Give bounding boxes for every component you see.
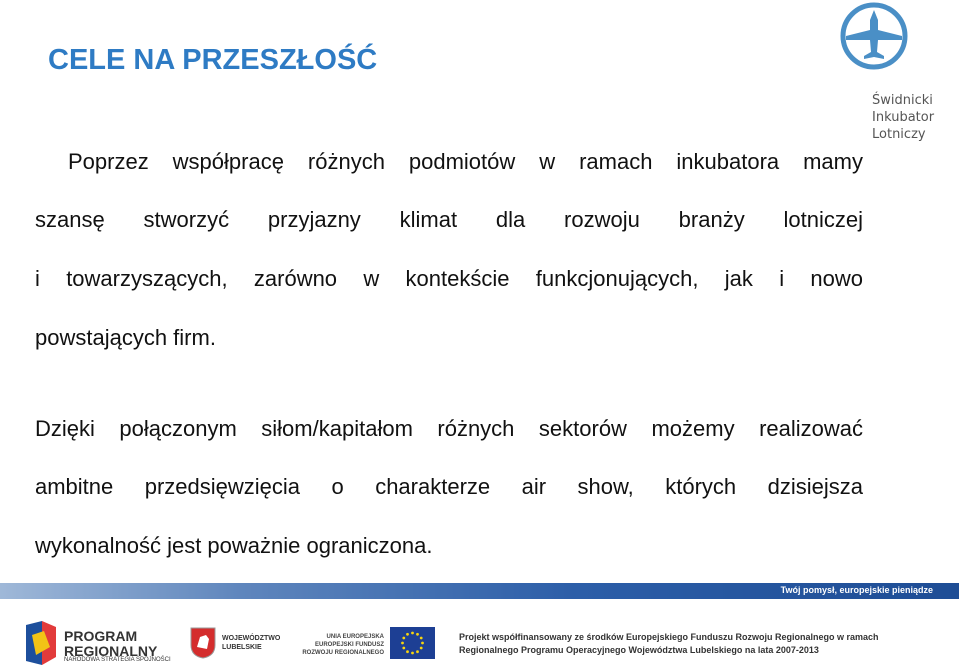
page-title: CELE NA PRZESZŁOŚĆ — [48, 44, 378, 76]
program-label-line: REGIONALNY — [64, 643, 158, 659]
program-sub-label: NARODOWA STRATEGIA SPÓJNOŚCI — [64, 657, 171, 663]
text-line: i towarzyszących, zarówno w kontekście funkcjonujących, jak i nowo — [35, 266, 863, 291]
ue-line: EUROPEJSKI FUNDUSZ — [314, 642, 384, 648]
eu-flag-icon — [390, 627, 435, 659]
woj-line: LUBELSKIE — [222, 644, 262, 651]
ue-line: UNIA EUROPEJSKA — [326, 634, 384, 640]
airplane-logo-icon — [836, 0, 912, 76]
project-line: Projekt współfinansowany ze środków Europejskiego Funduszu Rozwoju Regionalnego w ramach — [459, 632, 879, 642]
text-line: szansę stworzyć przyjazny klimat dla rozwoju branży lotniczej — [35, 207, 863, 232]
ue-line: ROZWOJU REGIONALNEGO — [302, 650, 384, 656]
program-regionalny-label — [64, 629, 157, 659]
logo-line: Świdnicki — [872, 93, 933, 108]
text-line: Dzięki połączonym siłom/kapitałom różnych sektorów możemy realizować — [35, 416, 863, 441]
text-line: ambitne przedsięwzięcia o charakterze air show, których dzisiejsza — [35, 474, 863, 499]
text-line: powstających firm. — [35, 325, 216, 350]
project-line: Regionalnego Programu Operacyjnego Województwa Lubelskiego na lata 2007-2013 — [459, 645, 819, 655]
text-line: Poprzez współpracę różnych podmiotów w ramach inkubatora mamy — [68, 149, 863, 174]
logo-wordmark — [872, 92, 934, 143]
logo-line: Lotniczy — [872, 127, 926, 142]
logo-line: Inkubator — [872, 110, 935, 125]
woj-line: WOJEWÓDZTWO — [222, 635, 281, 642]
footer-slogan: Twój pomysł, europejskie pieniądze — [780, 585, 933, 595]
text-line: wykonalność jest poważnie ograniczona. — [35, 533, 433, 558]
program-regionalny-logo-icon — [24, 621, 58, 667]
footer-logos — [0, 605, 959, 671]
ue-label — [300, 633, 384, 657]
lubelskie-crest-icon — [190, 627, 216, 659]
program-label-line: PROGRAM — [64, 628, 138, 644]
project-note — [459, 631, 879, 657]
wojewodztwo-label — [222, 634, 280, 652]
